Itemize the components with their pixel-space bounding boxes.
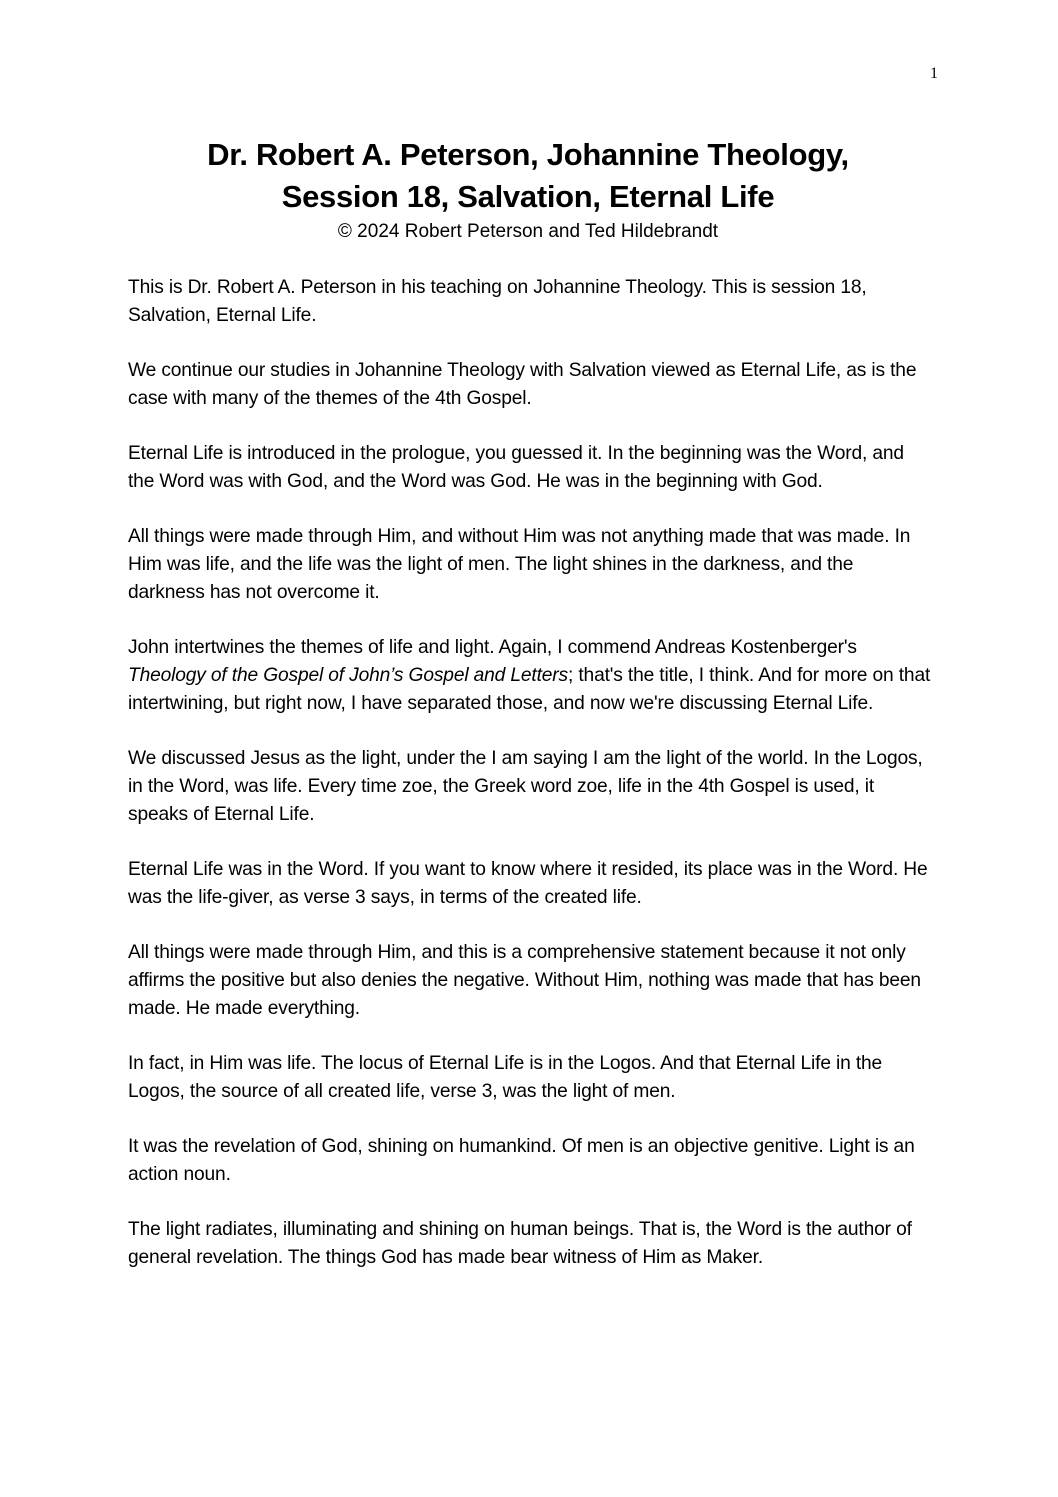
title-line-1: Dr. Robert A. Peterson, Johannine Theology, <box>207 137 849 172</box>
paragraph-5-text-before: John intertwines the themes of life and light. Again, I commend Andreas Kostenberger's <box>128 637 857 658</box>
paragraph-5-text-after: ; that's the title, I think. And for more on that intertwining, but right now, I have separated those, and now we're discussing Eternal Life. <box>128 665 931 714</box>
paragraph-11: The light radiates, illuminating and shining on human beings. That is, the Word is the author of general revelation. The things God has made bear witness of Him as Maker. <box>128 1219 912 1268</box>
paragraph-7: Eternal Life was in the Word. If you want to know where it resided, its place was in the Word. He was the life-giver, as verse 3 says, in terms of the created life. <box>128 859 928 908</box>
paragraph-8: All things were made through Him, and this is a comprehensive statement because it not only affirms the positive but also denies the negative. Without Him, nothing was made that has been made. He made everything. <box>128 942 921 1019</box>
paragraph-10: It was the revelation of God, shining on humankind. Of men is an objective genitive. Light is an action noun. <box>128 1136 915 1185</box>
title-line-2: Session 18, Salvation, Eternal Life <box>281 179 775 214</box>
paragraph-4: All things were made through Him, and without Him was not anything made that was made. In Him was life, and the life was the light of men. The light shines in the darkness, and the darkness has not overcome it. <box>128 526 911 603</box>
document-header <box>128 134 928 246</box>
paragraph-5 <box>128 634 933 718</box>
paragraph-2: We continue our studies in Johannine Theology with Salvation viewed as Eternal Life, as is the case with many of the themes of the 4th Gospel. <box>128 360 917 409</box>
paragraph-9: In fact, in Him was life. The locus of Eternal Life is in the Logos. And that Eternal Life in the Logos, the source of all created life, verse 3, was the light of men. <box>128 1053 883 1102</box>
paragraph-1: This is Dr. Robert A. Peterson in his teaching on Johannine Theology. This is session 18, Salvation, Eternal Life. <box>128 277 867 326</box>
paragraph-6: We discussed Jesus as the light, under the I am saying I am the light of the world. In the Logos, in the Word, was life. Every time zoe, the Greek word zoe, life in the 4th Gospel is used, it speaks of Eternal Life. <box>128 748 923 825</box>
document-body <box>128 274 933 1272</box>
book-title-italic: Theology of the Gospel of John’s Gospel and Letters <box>128 665 568 686</box>
copyright-notice: © 2024 Robert Peterson and Ted Hildebrandt <box>337 221 719 242</box>
page-number: 1 <box>930 65 938 82</box>
paragraph-3: Eternal Life is introduced in the prologue, you guessed it. In the beginning was the Word, and the Word was with God, and the Word was God. He was in the beginning with God. <box>128 443 904 492</box>
